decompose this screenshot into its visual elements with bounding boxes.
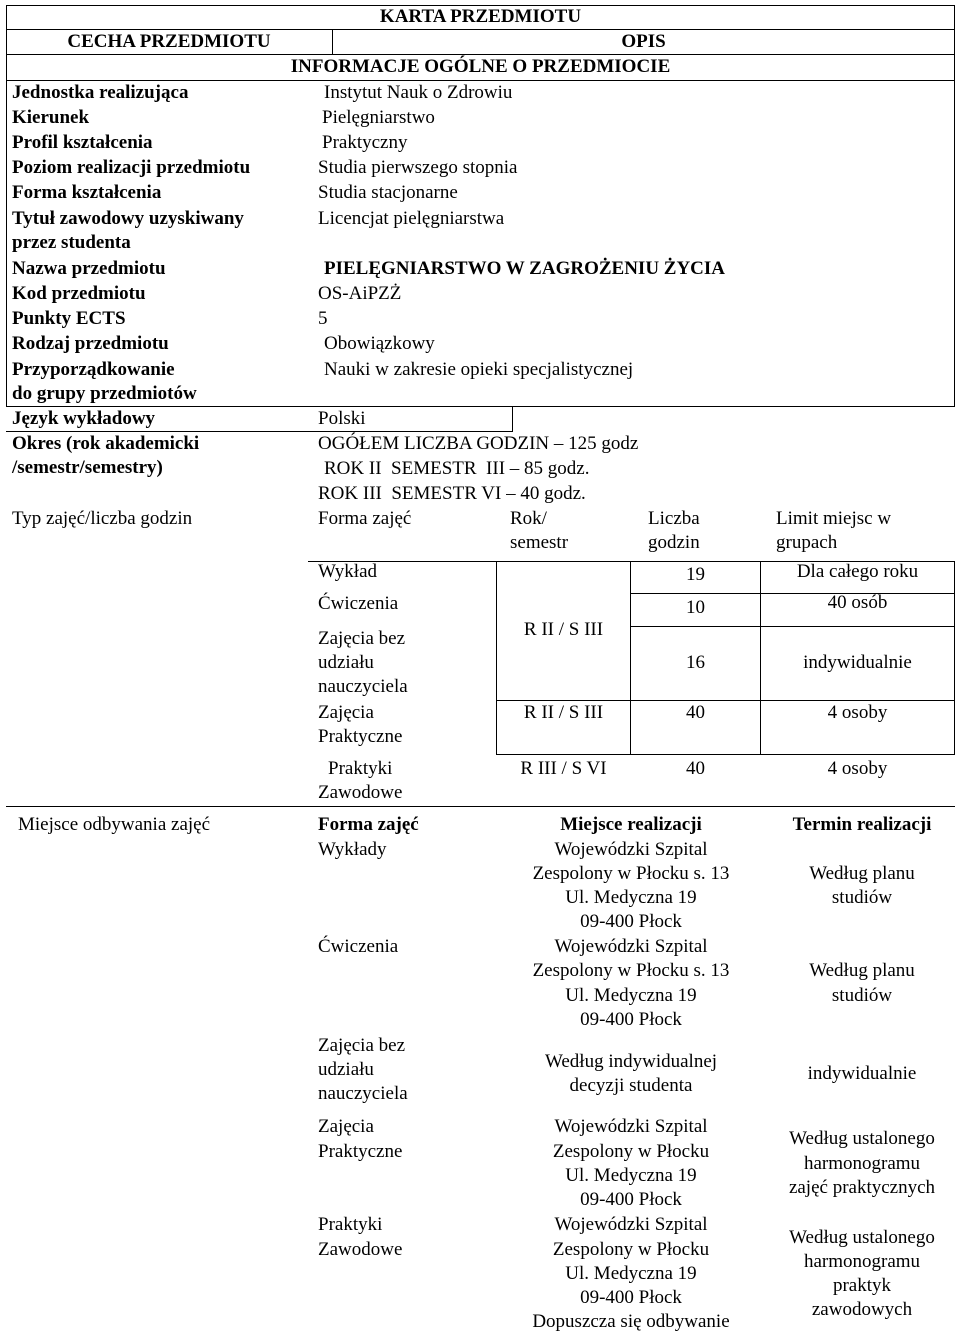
place-miejsce: 09-400 Płock (580, 1287, 682, 1308)
place-termin: studiów (831, 887, 893, 908)
place-miejsce: Zespolony w Płocku s. 13 (532, 960, 730, 981)
value-jednostka: Instytut Nauk o Zdrowiu (324, 82, 513, 103)
hours-limit: indywidualnie (803, 652, 912, 673)
place-termin: Według ustalonego (789, 1128, 935, 1149)
place-termin: Według planu (809, 960, 915, 981)
label-jezyk: Język wykładowy (12, 408, 156, 429)
place-miejsce: 09-400 Płock (580, 1009, 682, 1030)
place-miejsce: Wojewódzki Szpital (554, 839, 708, 860)
hours-rok: R II / S III (523, 702, 604, 723)
hours-forma-pz-1: Praktyki (328, 758, 393, 779)
lang-cell-right (512, 406, 513, 432)
hours-forma-zbun-3: nauczyciela (318, 676, 408, 697)
hours-header-liczba-2: godzin (648, 532, 700, 553)
label-okres-line2: /semestr/semestry) (12, 457, 163, 478)
place-miejsce: Ul. Medyczna 19 (565, 887, 697, 908)
place-miejsce: Wojewódzki Szpital (554, 936, 708, 957)
hours-limit: Dla całego roku (796, 561, 919, 582)
value-kod: OS-AiPZŻ (318, 283, 402, 304)
hours-forma-zbun-1: Zajęcia bez (318, 628, 406, 649)
hours-table-hline (496, 754, 954, 755)
value-jezyk: Polski (318, 408, 366, 429)
place-header-termin: Termin realizacji (792, 814, 932, 835)
place-forma: Praktyczne (318, 1141, 403, 1162)
label-rodzaj: Rodzaj przedmiotu (12, 333, 169, 354)
place-miejsce: Ul. Medyczna 19 (565, 1263, 697, 1284)
label-miejsce: Miejsce odbywania zajęć (18, 814, 211, 835)
hours-godziny: 40 (686, 702, 705, 723)
place-miejsce: Wojewódzki Szpital (554, 1116, 708, 1137)
label-ects: Punkty ECTS (12, 308, 126, 329)
hours-table-vline (954, 561, 955, 755)
hours-header-forma: Forma zajęć (318, 508, 412, 529)
value-okres-rok3: ROK III SEMESTR VI – 40 godz. (318, 483, 586, 504)
place-termin: zajęć praktycznych (788, 1177, 936, 1198)
place-header-miejsce: Miejsce realizacji (560, 814, 702, 835)
hours-header-rok-2: semestr (510, 532, 569, 553)
label-nazwa: Nazwa przedmiotu (12, 258, 166, 279)
hours-rok: R III / S VI (520, 758, 607, 779)
hours-godziny: 40 (686, 758, 705, 779)
hours-godziny: 19 (686, 564, 705, 585)
place-miejsce: Ul. Medyczna 19 (565, 1165, 697, 1186)
place-miejsce: Zespolony w Płocku (552, 1141, 710, 1162)
hours-header-limit-2: grupach (776, 532, 838, 553)
hours-godziny: 16 (686, 652, 705, 673)
place-termin: studiów (831, 985, 893, 1006)
label-jednostka: Jednostka realizująca (12, 82, 189, 103)
hours-godziny: 10 (686, 597, 705, 618)
place-forma: Wykłady (318, 839, 387, 860)
place-miejsce: 09-400 Płock (580, 1189, 682, 1210)
label-okres-line1: Okres (rok akademicki (12, 433, 200, 454)
label-profil: Profil kształcenia (12, 132, 153, 153)
hours-forma-zp-1: Zajęcia (318, 702, 374, 723)
place-termin: harmonogramu (803, 1251, 921, 1272)
label-tytul-line1: Tytuł zawodowy uzyskiwany (12, 208, 244, 229)
place-miejsce: Ul. Medyczna 19 (565, 985, 697, 1006)
label-grupa-line2: do grupy przedmiotów (12, 383, 197, 404)
label-kierunek: Kierunek (12, 107, 90, 128)
place-forma: nauczyciela (318, 1083, 408, 1104)
place-termin: Według planu (809, 863, 915, 884)
place-header-forma: Forma zajęć (318, 814, 419, 835)
label-forma: Forma kształcenia (12, 182, 162, 203)
section-divider (6, 806, 955, 807)
label-poziom: Poziom realizacji przedmiotu (12, 157, 251, 178)
label-kod: Kod przedmiotu (12, 283, 146, 304)
label-tytul-line2: przez studenta (12, 232, 131, 253)
value-forma: Studia stacjonarne (318, 182, 458, 203)
place-miejsce: Według indywidualnej (544, 1051, 718, 1072)
value-tytul: Licencjat pielęgniarstwa (318, 208, 505, 229)
place-forma: Praktyki (318, 1214, 383, 1235)
value-kierunek: Pielęgniarstwo (322, 107, 435, 128)
hours-forma-zbun-2: udziału (318, 652, 374, 673)
label-typ-zajec: Typ zajęć/liczba godzin (12, 508, 193, 529)
place-termin: praktyk (832, 1275, 892, 1296)
document-title: KARTA PRZEDMIOTU (379, 6, 582, 27)
hours-limit: 4 osoby (827, 702, 888, 723)
place-forma: udziału (318, 1059, 374, 1080)
value-okres-rok2: ROK II SEMESTR III – 85 godz. (324, 458, 590, 479)
place-termin: Według ustalonego (789, 1227, 935, 1248)
hours-header-limit-1: Limit miejsc w (776, 508, 892, 529)
place-miejsce: Wojewódzki Szpital (554, 1214, 708, 1235)
value-rodzaj: Obowiązkowy (324, 333, 435, 354)
hours-forma-wyklad: Wykład (318, 561, 378, 582)
value-ects: 5 (318, 308, 328, 329)
value-nazwa: PIELĘGNIARSTWO W ZAGROŻENIU ŻYCIA (324, 258, 726, 279)
place-termin: harmonogramu (803, 1153, 921, 1174)
label-grupa-line1: Przyporządkowanie (12, 359, 175, 380)
hours-limit: 4 osoby (827, 758, 888, 779)
place-miejsce: Dopuszcza się odbywanie (532, 1311, 730, 1332)
value-profil: Praktyczny (322, 132, 408, 153)
hours-rok: R II / S III (523, 619, 604, 640)
place-miejsce: Zespolony w Płocku (552, 1239, 710, 1260)
hours-forma-cwiczenia: Ćwiczenia (318, 593, 399, 614)
place-miejsce: Zespolony w Płocku s. 13 (532, 863, 730, 884)
hours-header-liczba-1: Liczba (648, 508, 700, 529)
hours-table-vline (496, 561, 497, 755)
value-okres-total: OGÓŁEM LICZBA GODZIN – 125 godz (318, 433, 639, 454)
hours-forma-pz-2: Zawodowe (318, 782, 403, 803)
place-forma: Zajęcia (318, 1116, 374, 1137)
place-miejsce: decyzji studenta (569, 1075, 693, 1096)
hours-table-hline (630, 626, 954, 627)
place-termin: indywidualnie (807, 1063, 917, 1084)
hours-forma-zp-2: Praktyczne (318, 726, 403, 747)
place-miejsce: 09-400 Płock (580, 911, 682, 932)
hours-limit: 40 osób (827, 592, 888, 613)
value-grupa: Nauki w zakresie opieki specjalistycznej (324, 359, 634, 380)
place-termin: zawodowych (811, 1299, 913, 1320)
header-description: OPIS (621, 31, 666, 52)
value-poziom: Studia pierwszego stopnia (318, 157, 518, 178)
place-forma: Ćwiczenia (318, 936, 399, 957)
place-forma: Zawodowe (318, 1239, 403, 1260)
place-forma: Zajęcia bez (318, 1035, 406, 1056)
header-feature: CECHA PRZEDMIOTU (67, 31, 271, 52)
section-general-title: INFORMACJE OGÓLNE O PRZEDMIOCIE (290, 56, 671, 77)
hours-header-rok-1: Rok/ (510, 508, 547, 529)
